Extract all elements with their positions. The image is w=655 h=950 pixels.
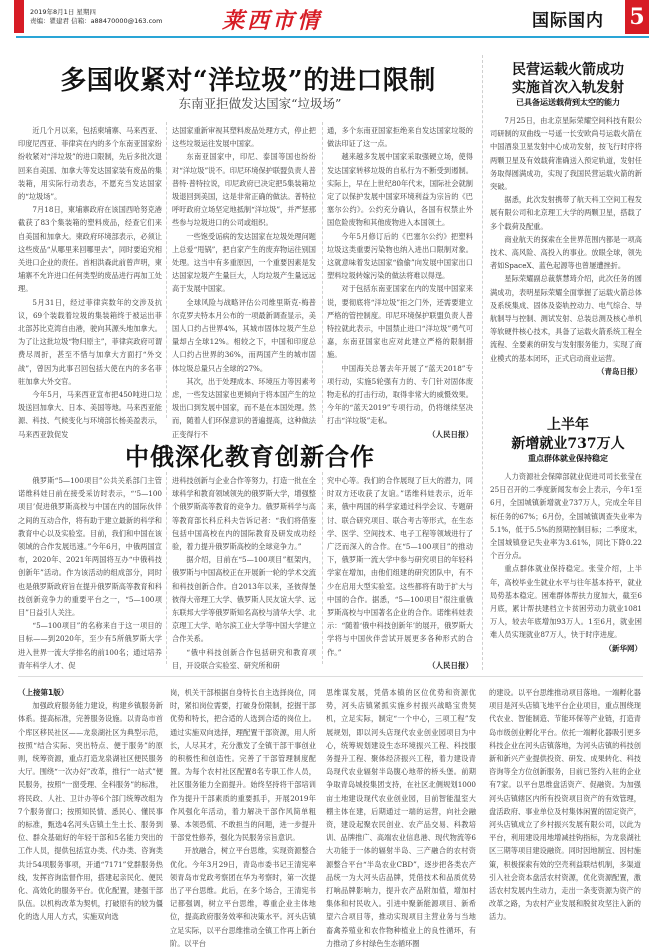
- paragraph: 思维谋发展，凭借本镇的区位优势和资源优势，河头店镇紧抓实施乡村振兴战略宝贵契机，立足实际，制定“一个中心，三项工程”发展规划，即以河头店现代农业创业园项目为中心，统筹规划建设生态环境振兴工程、科技服务提升工程、聚体经济振兴工程，着力建设青岛现代农业辐射半岛腹心地带的桥头堡。前期争取青岛城投集团支持，在社区北侧规划1000亩土地建设现代农业创业园，目前智能温室大棚主体在建，后期通过一端的运营，向社会融资，建设起聚农民创业、农产品交易、科教培训、品牌推广、高端农业信息港、现代物流等6大功能于一体的辐射半岛、三产融合的农村资源整合平台“半岛农业CBD”，逐步把各类农产品统一为大河头店品牌，凭借技术和品质优势打响品牌影响力，提升农产品附加值，增加村集体和村民收入。引进中聚新能源项目、新希望六合项目等，推动实现项目主营业务与当地畜禽养殖业和农作物种植业上的良性循环，有力推动了乡村绿色生态循环圈: [326, 688, 476, 948]
- paragraph: 对于包括东南亚国家在内的发展中国家来说，要彻底将“洋垃圾”拒之门外，还需要建立严格的管控制度。印尼环境保护联盟负责人普特拉就此表示，中国禁止进口“洋垃圾”勇气可嘉，东南亚国家也应对此建立严格的限制措施。: [327, 284, 473, 360]
- masthead: [0, 0, 655, 34]
- rocket-subheadline: 已具备运送载荷到太空的能力: [516, 98, 620, 107]
- source-credit: （人民日报）: [428, 429, 473, 439]
- paragraph: 究中心等。我们的合作展现了巨大的潜力，同时双方还收获了友谊。”诺维科娃表示，近年来，俄中两国的科学家通过科学会议、专题研讨、联合研究项目、联合考古等形式，在生态学、医学、空间技术、电子工程等领域进行了广泛而深入的合作。在“5—100项目”的推动下，俄罗斯一流大学中参与研究项目的年轻科学家在增加，由他们组建的研究团队中，有不少在启用大型实验室。这些都将有助于扩大与中国的合作。据悉，“5—100项目”很注重俄罗斯高校与中国著名企业的合作。诺维科娃表示：“随着‘俄中科技创新年’的展开，俄罗斯大学将与中国伙伴尝试开展更多各种形式的合作。”: [327, 476, 473, 657]
- section-divider: [18, 676, 643, 677]
- paragraph: 通，多个东南亚国家拒绝来自发达国家垃圾的做法印证了这一点。: [327, 126, 473, 149]
- paragraph: 人力资源社会保障部就业促进司司长张莹在25日召开的二季度新闻发布会上表示，今年1至6月，全国城镇新增就业737万人，完成全年目标任务的67%；6月份，全国城镇调查失业率为5.1%，低于5.5%的预期控制目标；二季度末，全国城镇登记失业率为3.61%，同比下降0.22个百分点。: [490, 472, 642, 561]
- column-divider: [166, 472, 167, 664]
- paragraph: 进科技创新与企业合作等努力，打造一批在全球科学和教育领域领先的俄罗斯大学，增强整个俄罗斯高等教育的竞争力。俄罗斯科学与高等教育部长科丘科夫告诉记者：“我们将借鉴包括中国高校在内的国际教育及研发成功经验，着力提升俄罗斯高校的全球竞争力。”: [172, 476, 316, 552]
- rocket-headline: [493, 61, 643, 97]
- education-column-2: [172, 474, 316, 670]
- jump-label: （上接第1版）: [18, 688, 69, 697]
- paragraph: 7月18日，柬埔寨政府在该国西哈努克港截获了83个集装箱的塑料废品，经查它们来自美国和加拿大。柬政府环境部表示，必须让这些废品“从哪里来回哪里去”，同时要追究相关进口企业的责任。首相洪森此前曾声明，柬埔寨不允许进口任何类型的废品进行再加工处理。: [18, 205, 162, 294]
- paragraph: 俄罗斯“5—100项目”公共关系部门主管诺维科娃日前在接受采访时表示，“‘5—100项目’促进俄罗斯高校与中国在内的国际伙伴之间的互动合作，将有助于建立最新的科学和教育中心以及实验室。目前，我们和中国在该领域的合作发展迅速。”今年6月，中俄两国宣布，2020年、2021年两国将互办“中俄科技创新年”活动。作为该活动的组成部分，同时也是俄罗斯政府旨在提升俄罗斯高等教育和科技创新竞争力的重要平台之一，“5—100项目”日益引人关注。: [18, 476, 162, 618]
- waste-subheadline: 东南亚拒做发达国家“垃圾场”: [178, 96, 342, 111]
- paragraph: 商业航天的探索在全世界范围内都是一项高技术、高风险、高投入的事业。放眼全球，领先者如SpaceX、蓝色起源等也曾屡遭挫折。: [490, 234, 642, 271]
- employment-column: [490, 470, 642, 665]
- section-title: 国际国内: [532, 11, 604, 31]
- rocket-headline-line-2: 实施首次入轨发射: [512, 80, 624, 96]
- paragraph: 5月31日，经过菲律宾数年的交涉及抗议，69个装载着垃圾的集装箱终于被运出菲北部苏比克湾自由港，驶向其源头地加拿大。为了让这批垃圾“物归原主”，菲律宾政府可谓费尽周折，甚至不惜与加拿大方面打“外交战”，曾因为此事召回包括大使在内的多名菲驻加拿大外交官。: [18, 297, 162, 386]
- paragraph: 一些饱受诟病的发达国家在垃圾处理问题上总爱“甩锅”，把自家产生的废弃物运往别国处理。这当中有多重原因，一个重要因素是发达国家垃圾产生量巨大，人均垃圾产生量远远高于发展中国家。: [172, 231, 316, 294]
- masthead-rule: [16, 36, 649, 38]
- paragraph: 重点群体就业保持稳定。张莹介绍，上半年，高校毕业生就业水平与往年基本持平，就业局势基本稳定。困难群体帮扶力度加大，截至6月底，累计帮扶建档立卡贫困劳动力就业1081万人，较去年底增加93万人。1至6月，就业困难人员实现就业87万人，快于时序进度。: [490, 564, 642, 640]
- paragraph: 据悉，此次发射携带了航天科工空间工程发展有限公司和北京理工大学的两颗卫星，搭载了多个载荷及配重。: [490, 195, 642, 231]
- paragraph: 中国海关总署去年开展了“蓝天2018”专项行动，实施5轮强有力的、专门针对固体废物走私的打击行动，取得非常大的威慑效果。今年的“蓝天2019”专项行动，仍将继续坚决打击“洋垃圾”走私。: [327, 363, 473, 426]
- continued-column-2: [170, 686, 316, 948]
- continued-column-3: [326, 686, 476, 948]
- employment-headline-line-1: 上半年: [547, 417, 589, 433]
- paragraph: 的建设。以平台思维推动项目落地。一端孵化器项目是河头店镇飞地平台企业项目，重点围绕现代农业、智能制造、节能环保等产业链，打造青岛市级创业孵化平台。依托一端孵化器吸引更多科技企业在河头店镇落地，为河头店镇的科技创新和新兴产业提供投资、研发、成果转化、科技咨询等全方位创新服务，目前已签约入驻的企业有7家。以平台思维盘活资产、促融资。为加强河头店镇辖区内所有投资项目资产的有效管理，盘活政府、事业单位及村集体闲置的固定资产，河头店镇成立了乡村振兴发展有限公司，以此为平台，利用建设用地增减挂钩指标，为龙泉湖社区三期等项目建设融资。同时因地制宜、因村施策，积极探索有效的空壳利益联结机制，多渠道引入社会资本盘活农村资源，优化资源配置，激活农村发展内生动力，走出一条变资源为资产的改革之路，为农村产业发展和脱贫攻坚注入新的活力。: [489, 688, 641, 922]
- column-divider: [322, 122, 323, 418]
- employment-subheadline: 重点群体就业保持稳定: [528, 454, 608, 463]
- education-headline: 中俄深化教育创新合作: [125, 442, 375, 471]
- page-number: 5: [625, 0, 649, 34]
- column-divider: [322, 472, 323, 664]
- rocket-headline-line-1: 民营运载火箭成功: [512, 62, 624, 78]
- paragraph: 达国家重新审视其塑料废品处理方式，停止把这些垃圾运往发展中国家。: [172, 126, 316, 149]
- paragraph: 7月25日，由北京星际荣耀空间科技有限公司研制的双曲线一号遥一长安欧尚号运载火箭在中国酒泉卫星发射中心成功发射，按飞行时序将两颗卫星及有效载荷准确送入预定轨道，发射任务取得圆满成功，实现了我国民营运载火箭的新突破。: [490, 116, 642, 192]
- education-column-3: [327, 474, 473, 670]
- paragraph: 星际荣耀副总裁蔡慧琦介绍，此次任务的圆满成功，表明星际荣耀全面掌握了运载火箭总体及系统集成、固体及姿轨控动力、电气综合、导航制导与控制、测试发射、总装总测及核心单机等软硬件核心技术，具备了运载火箭系统工程全流程、全要素的研发与发射服务能力，实现了商业模式的基本闭环，正式启动商业运营。: [490, 274, 642, 363]
- employment-headline-line-2: 新增就业737万人: [511, 436, 625, 452]
- masthead-red-bar: [14, 0, 24, 33]
- paragraph: 开放融合，树立平台思维，实现资源整合优化。今年3月29日，青岛市委书记王清宪率领青岛市党政考察团在华为考察时，第一次提出了平台思维。此后，在多个场合，王清宪书记都强调，树立平台思维，尊重企业主体地位，提高政府服务效率和决策水平。河头店镇立足实际，以平台思维推动全镇工作再上新台阶。以平台: [170, 846, 316, 948]
- paragraph: 越来越多发展中国家采取强硬立场，使得发达国家转移垃圾的自私行为不断受到遏制。实际上，早在上世纪80年代末，国际社会就制定了以保护发展中国家环境利益为宗旨的《巴塞尔公约》。公约充分确认，各国有权禁止外国危险废物和其他废物进入本国领土。: [327, 152, 473, 228]
- waste-headline: 多国收紧对“洋垃圾”的进口限制: [60, 66, 436, 96]
- waste-column-2: [172, 124, 316, 439]
- column-divider: [166, 122, 167, 418]
- continued-column-4: [489, 686, 641, 941]
- newspaper-logo: 莱西市情: [222, 8, 323, 34]
- column-divider: [482, 55, 483, 670]
- editor-contact: 责编：瞿建君 信箱：a88470000@163.com: [30, 16, 163, 25]
- paragraph: 据介绍，目前在“5—100项目”框架内，俄罗斯与中国高校正在开展新一轮的学术交流和科技创新合作。自2013年以来，圣彼得堡彼得大帝理工大学、俄罗斯人民友谊大学、远东联邦大学等俄罗斯知名高校与清华大学、北京理工大学、哈尔滨工业大学等中国大学建立合作关系。: [172, 555, 316, 644]
- masthead-meta: [30, 8, 163, 25]
- source-credit: （新华网）: [604, 643, 642, 653]
- source-credit: （人民日报）: [428, 660, 473, 670]
- continued-column-1: [18, 686, 163, 941]
- rocket-column: [490, 114, 642, 376]
- paragraph: “5—100项目”的名称来自于这一项目的目标——到2020年，至少有5所俄罗斯大学进入世界一流大学排名的前100名；通过培养青年科学人才、促: [18, 621, 162, 670]
- source-credit: （青岛日报）: [597, 366, 642, 376]
- paragraph: 岗，机关干部根据自身特长自主选择岗位，同时，紧扣岗位需要，打破身份限制，挖掘干部优势和特长，把合适的人选到合适的岗位上。通过实施双向选择，理配置干部资源，用人所长，人尽其才，充分激发了全镇干部干事创业的积极性和创造性。完善了干部管理制度配置。为每个农村社区配置8名专职工作人员，社区服务能力全面提升。始终坚持将干部培训作为提升干部素质的重要抓手，开展2019年作风强化年活动，着力解决干部作风简单粗暴、本领恐慌、不敢担当的问题，进一步提升干部党性修养，强化为民服务宗旨意识。: [170, 688, 316, 843]
- waste-column-3: [327, 124, 473, 439]
- paragraph: 东南亚国家中，印尼、泰国等国也纷纷对“洋垃圾”说不。印尼环境保护联盟负责人普普特·普特拉说，印尼政府已决定把5集装箱垃圾退回到美国，这是非常正确的做法。普特拉呼吁政府立场坚定地抵制“洋垃圾”，并严惩那些参与垃圾进口的公司或组织。: [172, 152, 316, 228]
- paragraph: 其次，出于处理成本、环境压力等因素考虑，一些发达国家也更倾向于将本国产生的垃圾出口到发展中国家，而不是在本国处理。然而，随着人们环保意识的普遍提高，这种做法正变得行不: [172, 376, 316, 439]
- paragraph: 今年5月修订后的《巴塞尔公约》把塑料垃圾这类重要污染物也纳入进出口限制对象。这就意味着发达国家“偷偷”向发展中国家出口塑料垃圾转嫁污染的做法将难以得逞。: [327, 231, 473, 281]
- paragraph: 今年5月，马来西亚宣布把450吨进口垃圾送回加拿大、日本、美国等地。马来西亚能源、科技、气候变化与环境部长杨美盈表示，马来西亚敦促发: [18, 390, 162, 439]
- paragraph: 加强政府服务能力建设，构建乡镇服务新体系。提高标准，完善服务设施。以青岛市首个库区移民社区——龙泉湖社区为典型示范，按照“结合实际、突出特点、便于服务”的原则，统筹资源，重点打造龙泉湖社区便民服务大厅。围绕“一次办好”改革，推行“一站式”便民服务，按照“一窗受理、全科服务”的标准，将民政、人社、卫计办等6个部门统筹改组为7个服务窗口；按照知民情、悉民心、懂民事的标准，甄选4名河头店镇土生土长、服务到位、群众基础好的年轻干部和5名能力突出的工作人员，提供包括宣办类、代办类、咨询类共计54项服务事项，开通“7171”党群服务热线，发挥咨询监督作用，搭建起亲民化、便民化、高效化的服务平台。优化配置，建强干部队伍。以机构改革为契机，打破原有的较为僵化的选人用人方式，实施双向选: [18, 701, 163, 922]
- paragraph: 全球风险与战略评估公司维里斯克-梅普尔克罗夫特本月公布的一项最新调查显示，美国人口约占世界4%，其城市固体垃圾产生总量却占全球12%。相较之下，中国和印度总人口约占世界的36%，而两国产生的城市固体垃圾总量只占全球的27%。: [172, 297, 316, 373]
- waste-column-1: [18, 124, 162, 439]
- education-column-1: [18, 474, 162, 670]
- paragraph: 近几个月以来，包括柬埔寨、马来西亚、印度尼西亚、菲律宾在内的多个东南亚国家纷纷收紧对“洋垃圾”的进口限制，先后多批次退回来自美国、加拿大等发达国家装有废品的集装箱，用实际行动表态，不愿充当发达国家的“垃圾场”。: [18, 126, 162, 202]
- paragraph: “俄中科技创新合作包括研究和教育项目，开设联合实验室、研究所和研: [172, 647, 316, 670]
- issue-date: 2019年8月1日 星期四: [30, 8, 96, 16]
